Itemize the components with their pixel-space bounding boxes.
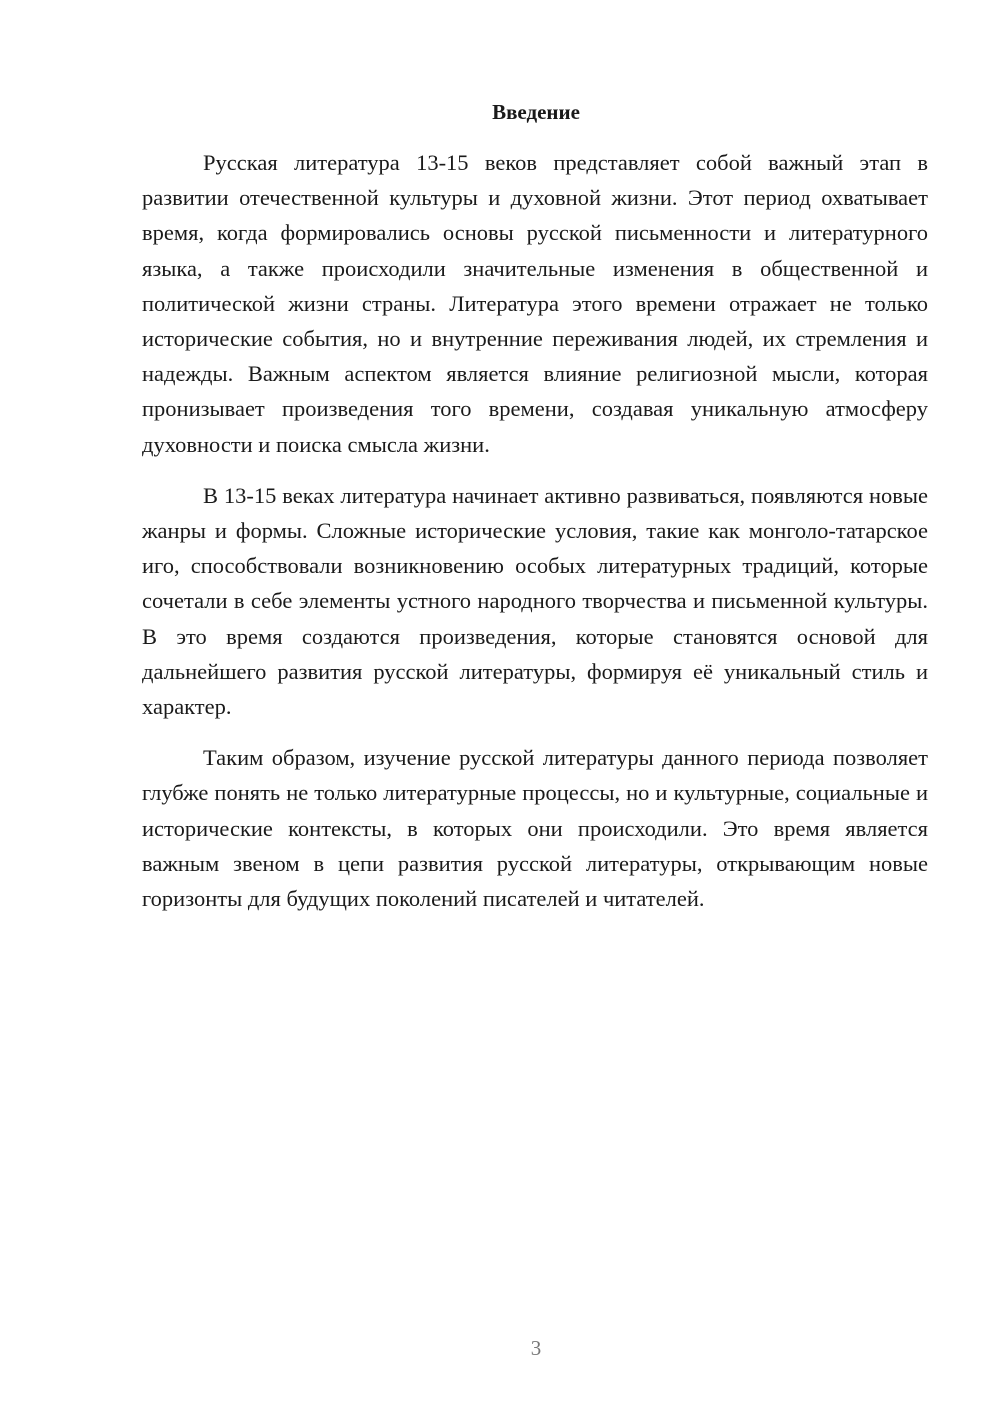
page-number: 3 xyxy=(530,1336,542,1360)
paragraph-2: В 13-15 веках литература начинает активно развиваться, появляются новые жанры и формы. Сложные исторические условия, такие как монголо-татарское иго, способствовали возникновению особых литературных традиций, которые сочетали в себе элементы устного народного творчества и письменной культуры. В это время создаются произведения, которые становятся основой для дальнейшего развития русской литературы, формируя её уникальный стиль и характер. xyxy=(142,482,928,720)
section-heading: Введение xyxy=(492,100,580,124)
document-body xyxy=(142,145,928,916)
paragraph-1: Русская литература 13-15 веков представляет собой важный этап в развитии отечественной культуры и духовной жизни. Этот период охватывает время, когда формировались основы русской письменности и литературного языка, а также происходили значительные изменения в общественной и политической жизни страны. Литература этого времени отражает не только исторические события, но и внутренние переживания людей, их стремления и надежды. Важным аспектом является влияние религиозной мысли, которая пронизывает произведения того времени, создавая уникальную атмосферу духовности и поиска смысла жизни. xyxy=(142,150,928,457)
paragraph-3: Таким образом, изучение русской литературы данного периода позволяет глубже понять не только литературные процессы, но и культурные, социальные и исторические контексты, в которых они происходили. Это время является важным звеном в цепи развития русской литературы, открывающим новые горизонты для будущих поколений писателей и читателей. xyxy=(142,745,928,912)
